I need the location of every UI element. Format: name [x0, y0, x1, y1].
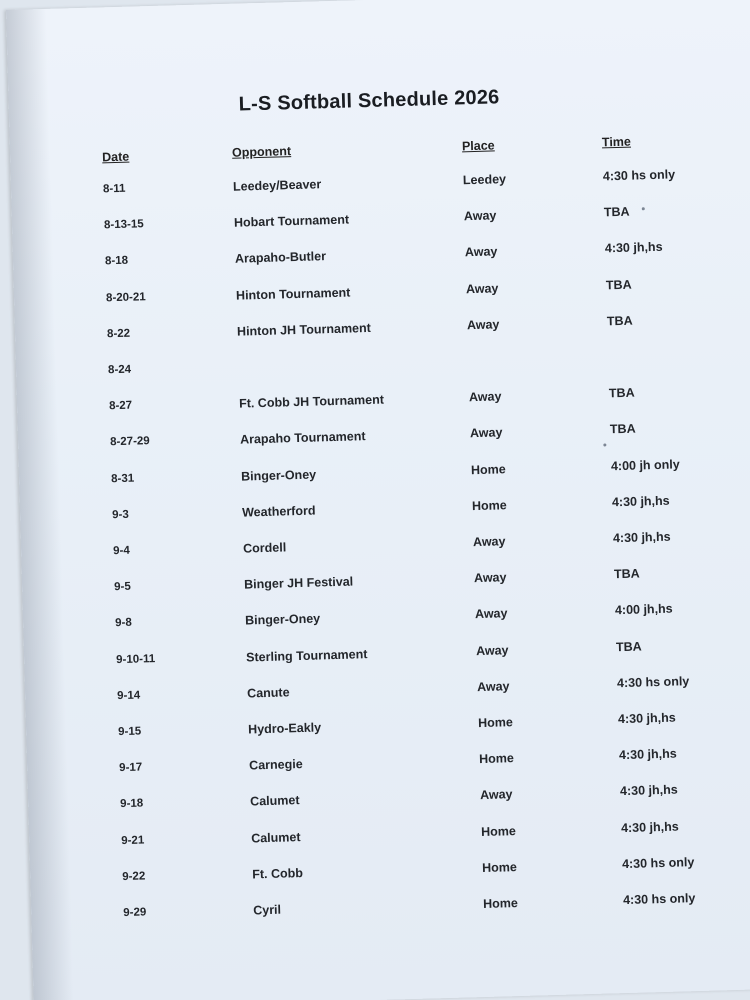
row-time: 4:30 jh,hs — [620, 819, 679, 836]
row-place: Home — [481, 860, 518, 876]
row-opponent: Canute — [246, 685, 290, 701]
row-place: Away — [468, 389, 502, 405]
schedule-sheet — [6, 0, 750, 1000]
row-date: 9-21 — [121, 834, 145, 848]
row-time: TBA — [608, 385, 635, 401]
row-opponent: Binger JH Festival — [243, 574, 354, 592]
row-time: 4:30 jh,hs — [617, 710, 676, 727]
row-date: 9-8 — [114, 616, 132, 630]
row-date: 9-3 — [111, 508, 129, 522]
header-date: Date — [101, 149, 130, 165]
row-date: 9-18 — [120, 797, 144, 811]
row-place: Away — [479, 787, 513, 803]
row-time: TBA — [606, 313, 633, 329]
row-opponent: Hinton Tournament — [235, 285, 351, 303]
row-opponent: Hinton JH Tournament — [236, 320, 372, 339]
row-time: 4:30 jh,hs — [604, 239, 663, 256]
row-place: Away — [475, 643, 509, 659]
schedule-title: L-S Softball Schedule 2026 — [238, 86, 500, 116]
row-time: 4:30 jh,hs — [612, 529, 671, 546]
row-time: TBA — [605, 277, 632, 293]
row-opponent: Hydro-Eakly — [247, 720, 322, 737]
row-date: 9-10-11 — [116, 653, 156, 667]
row-date: 8-24 — [107, 363, 132, 377]
row-opponent: Ft. Cobb — [252, 866, 304, 882]
row-date: 8-31 — [110, 472, 135, 486]
row-date: 8-18 — [104, 254, 129, 268]
row-time: 4:30 hs only — [602, 167, 676, 184]
row-date: 9-15 — [118, 725, 142, 739]
row-opponent: Binger-Oney — [240, 467, 317, 484]
row-place: Away — [466, 317, 500, 333]
row-opponent: Ft. Cobb JH Tournament — [238, 392, 385, 411]
row-date: 8-20-21 — [105, 291, 146, 305]
header-opponent: Opponent — [231, 144, 292, 160]
row-time: 4:30 hs only — [622, 891, 696, 908]
row-opponent: Calumet — [249, 793, 300, 809]
row-place: Home — [471, 498, 507, 514]
header-time: Time — [601, 134, 632, 150]
row-place: Away — [472, 534, 506, 550]
row-place: Away — [474, 606, 508, 622]
row-opponent: Carnegie — [248, 757, 303, 773]
row-place: Home — [480, 824, 517, 840]
row-opponent: Arapaho Tournament — [239, 429, 366, 447]
row-date: 8-22 — [106, 327, 131, 341]
row-opponent: Weatherford — [241, 503, 316, 520]
row-time: TBA — [609, 421, 636, 437]
row-time: 4:30 hs only — [621, 855, 695, 872]
row-place: Away — [463, 208, 497, 224]
row-place: Home — [478, 751, 515, 767]
row-opponent: Hobart Tournament — [233, 212, 350, 230]
row-place: Away — [465, 281, 499, 297]
row-opponent: Sterling Tournament — [245, 647, 368, 665]
row-time: 4:30 jh,hs — [611, 493, 670, 510]
row-time: 4:30 jh,hs — [619, 782, 678, 799]
row-time: TBA — [603, 204, 630, 220]
row-date: 9-17 — [119, 761, 143, 775]
row-opponent: Cordell — [242, 540, 287, 556]
row-opponent: Leedey/Beaver — [232, 177, 322, 194]
row-date: 8-27-29 — [109, 435, 150, 449]
row-date: 9-22 — [122, 870, 146, 884]
row-date: 8-13-15 — [103, 218, 144, 232]
row-place: Away — [473, 570, 507, 586]
row-place: Away — [464, 244, 498, 260]
row-opponent: Calumet — [251, 830, 301, 846]
row-place: Away — [469, 425, 503, 441]
paper-speck — [603, 443, 606, 446]
row-place: Home — [470, 462, 506, 478]
row-place: Home — [482, 896, 519, 912]
header-place: Place — [461, 138, 495, 154]
row-time: TBA — [615, 639, 642, 655]
row-time: TBA — [613, 566, 640, 582]
row-date: 9-5 — [113, 580, 131, 594]
row-time: 4:00 jh,hs — [614, 601, 673, 618]
row-place: Home — [477, 715, 514, 731]
row-date: 9-14 — [117, 689, 141, 703]
row-time: 4:00 jh only — [610, 457, 680, 474]
row-date: 8-27 — [108, 399, 133, 413]
row-opponent: Binger-Oney — [244, 611, 321, 628]
row-date: 8-11 — [102, 182, 126, 196]
row-date: 9-29 — [123, 906, 147, 920]
row-place: Leedey — [462, 172, 507, 188]
row-time: 4:30 hs only — [616, 674, 690, 691]
row-date: 9-4 — [112, 544, 130, 558]
paper-speck — [642, 207, 645, 210]
row-place: Away — [476, 679, 510, 695]
row-opponent: Cyril — [253, 902, 282, 918]
row-opponent: Arapaho-Butler — [234, 249, 327, 266]
row-time: 4:30 jh,hs — [618, 746, 677, 763]
